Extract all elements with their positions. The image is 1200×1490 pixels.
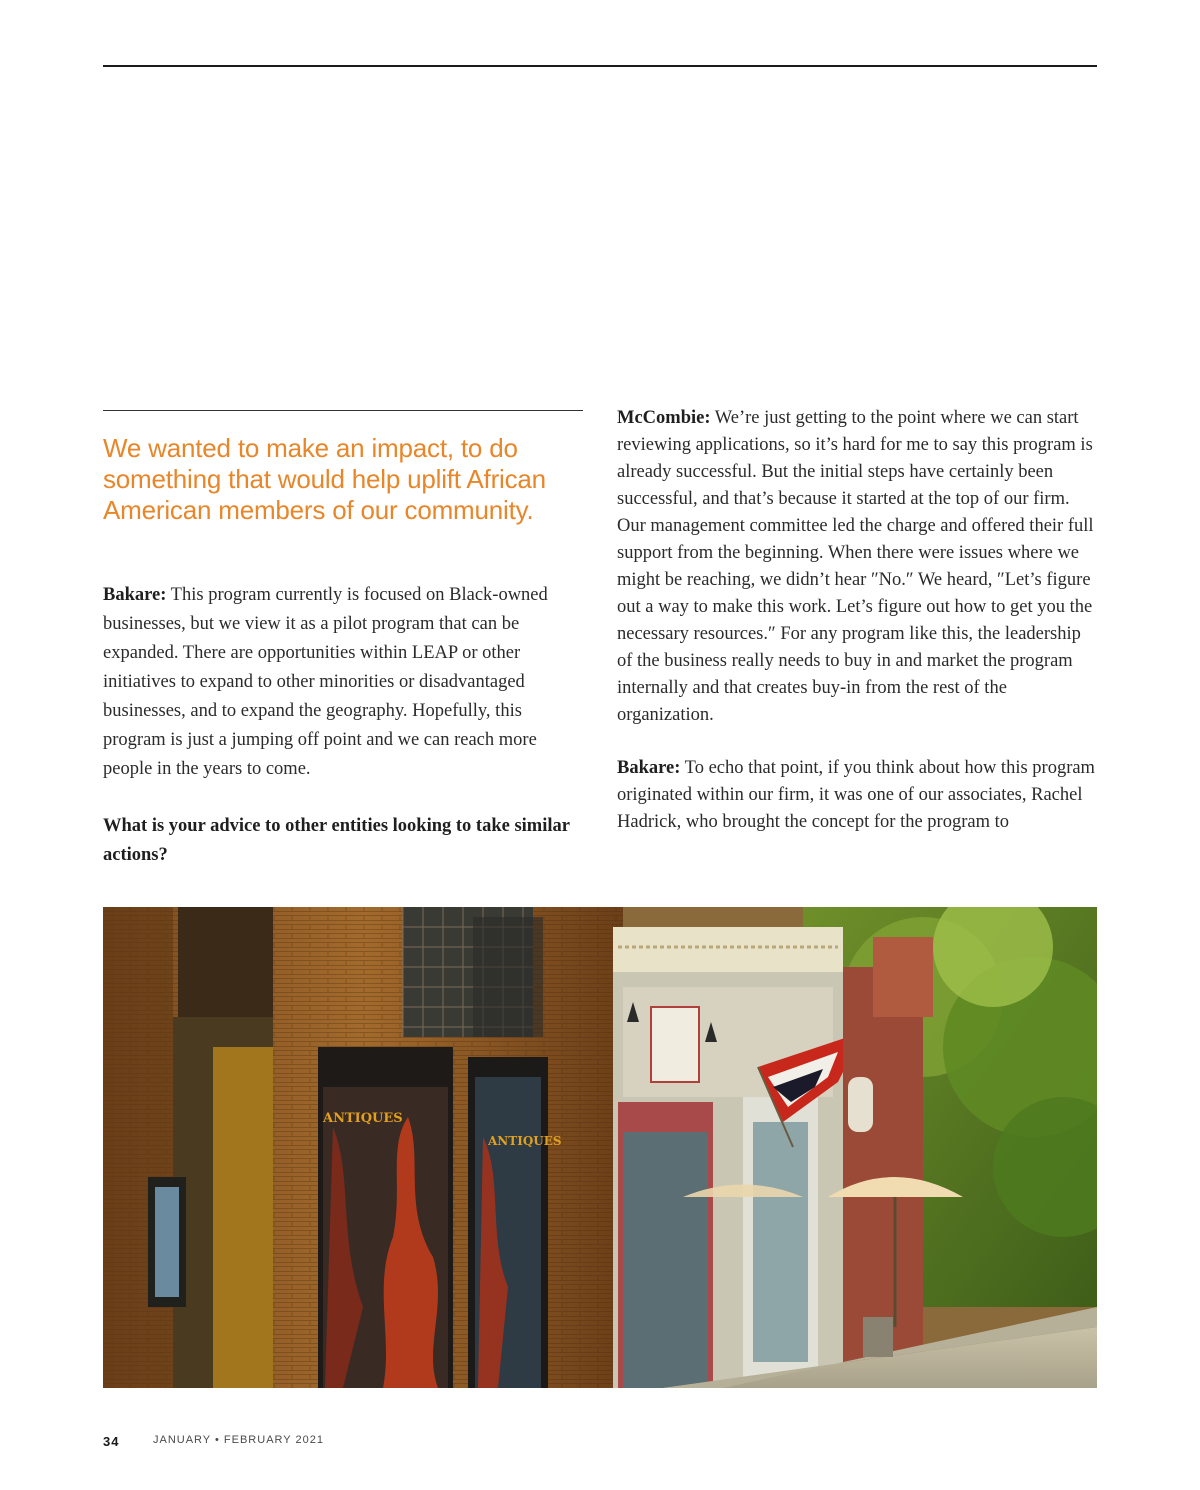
pull-quote-rule [103,410,583,411]
page-number: 34 [103,1434,120,1449]
body-paragraph [617,755,1097,836]
paragraph-text: This program currently is focused on Black-owned businesses, but we view it as a pilot program that can be expanded. There are opportunities within LEAP or other initiatives to expand to other minorities or disadvantaged businesses, and to expand the geography. Hopefully, this program is just a jumping off point and we can reach more people in the years to come. [103,585,548,779]
antiques-sign-left: ANTIQUES [323,1111,403,1126]
paragraph-text: To echo that point, if you think about how this program originated within our firm, it was one of our associates, Rachel Hadrick, who brought the concept for the program to [617,758,1095,832]
body-paragraph [617,405,1097,729]
storefront-photo [103,907,1097,1388]
speaker-name: McCombie: [617,408,711,428]
paragraph-text: We’re just getting to the point where we can start reviewing applications, so it’s hard for me to say this program is already successful. But the initial steps have certainly been successful, and that’s because it started at the top of our firm. Our management committee led the charge and offered their full support from the beginning. When there were issues where we might be reaching, we didn’t hear ″No.″ We heard, ″Let’s figure out a way to make this work. Let’s figure out how to get you the necessary resources.″ For any program like this, the leadership of the business really needs to buy in and market the program internally and that creates buy-in from the rest of the organization. [617,408,1094,725]
top-rule [103,65,1097,67]
pull-quote: We wanted to make an impact, to do something that would help uplift African American members of our community. [103,433,546,525]
body-paragraph [103,581,583,784]
speaker-name: Bakare: [103,585,167,605]
issue-date: JANUARY • FEBRUARY 2021 [153,1434,324,1446]
left-column [103,410,583,870]
speaker-name: Bakare: [617,758,681,778]
right-column [617,405,1097,836]
antiques-sign-right: ANTIQUES [488,1134,562,1148]
interview-question: What is your advice to other entities looking to take similar actions? [103,816,570,865]
page-footer [103,1433,324,1451]
